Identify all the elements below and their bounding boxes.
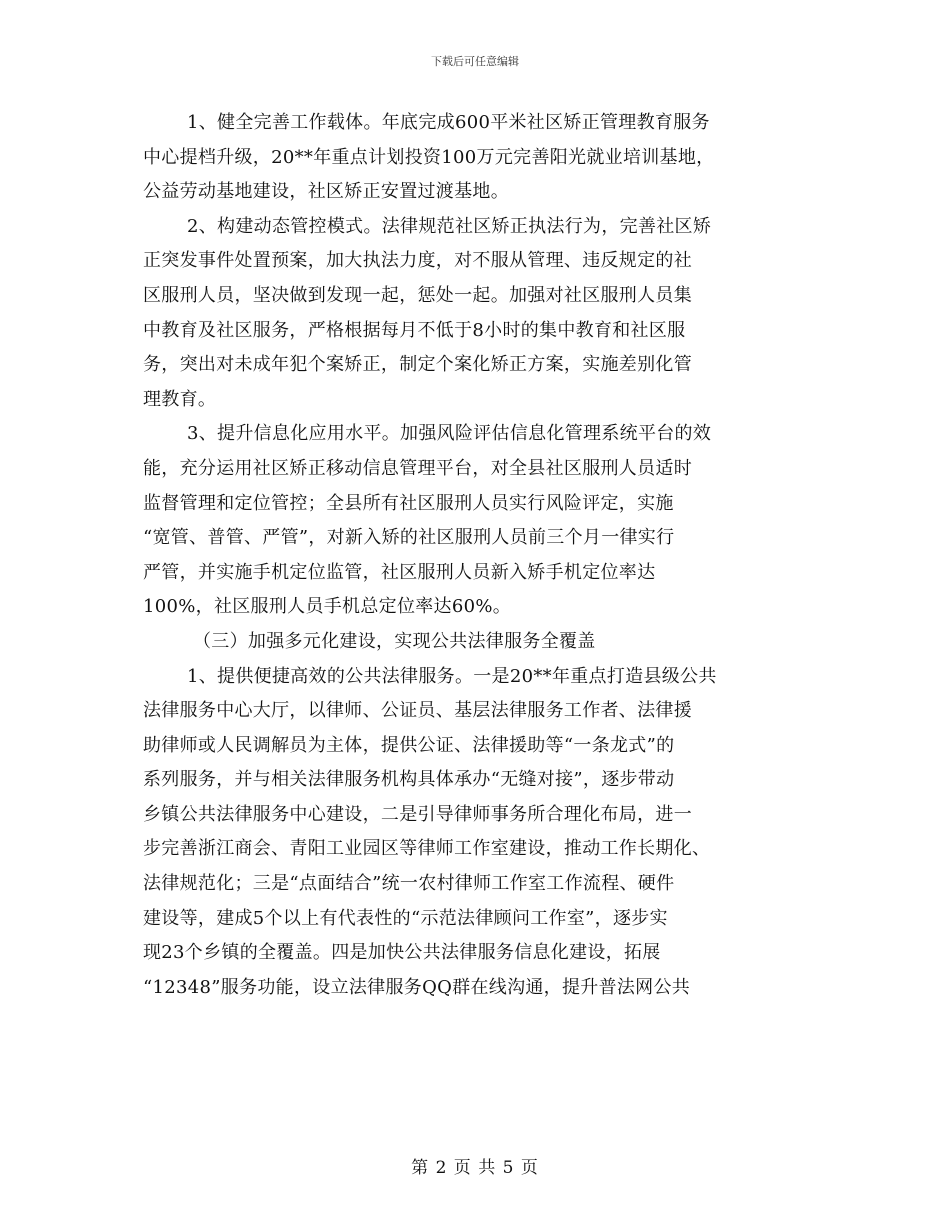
paragraph-line: 建设等，建成5个以上有代表性的“示范法律顾问工作室”，逐步实 [143, 907, 668, 929]
paragraph-line: 中心提档升级，20**年重点计划投资100万元完善阳光就业培训基地， [143, 146, 715, 168]
paragraph-line: 100%，社区服刑人员手机总定位率达60%。 [143, 596, 512, 618]
paragraph-line: 区服刑人员，坚决做到发现一起，惩处一起。加强对社区服刑人员集 [143, 284, 692, 306]
document-body [143, 106, 815, 1005]
paragraph-line: 严管，并实施手机定位监管，社区服刑人员新入矫手机定位率达 [143, 561, 656, 583]
paragraph-line: 乡镇公共法律服务中心建设，二是引导律师事务所合理化布局，进一 [143, 803, 692, 825]
paragraph-line: 2、构建动态管控模式。法律规范社区矫正执法行为，完善社区矫 [187, 215, 712, 237]
paragraph-line: “宽管、普管、严管”，对新入矫的社区服刑人员前三个月一律实行 [143, 527, 675, 549]
page-header: 下载后可任意编辑 [431, 55, 519, 68]
paragraph-line: 1、提供便捷高效的公共法律服务。一是20**年重点打造县级公共 [187, 665, 717, 687]
paragraph-line: 现23个乡镇的全覆盖。四是加快公共法律服务信息化建设，拓展 [143, 942, 661, 964]
paragraph-line: 系列服务，并与相关法律服务机构具体承办“无缝对接”，逐步带动 [143, 769, 675, 791]
paragraph-line: 务，突出对未成年犯个案矫正，制定个案化矫正方案，实施差别化管 [143, 354, 692, 376]
paragraph-line: 法律规范化；三是“点面结合”统一农村律师工作室工作流程、硬件 [143, 873, 675, 895]
paragraph-line: “12348”服务功能，设立法律服务QQ群在线沟通，提升普法网公共 [143, 976, 691, 998]
paragraph-line: 理教育。 [143, 388, 217, 410]
paragraph-line: 1、健全完善工作载体。年底完成600平米社区矫正管理教育服务 [187, 112, 710, 133]
paragraph-line: 公益劳动基地建设，社区矫正安置过渡基地。 [143, 181, 509, 203]
paragraph-line: 监督管理和定位管控；全县所有社区服刑人员实行风险评定，实施 [143, 492, 674, 514]
section-heading: （三）加强多元化建设，实现公共法律服务全覆盖 [193, 630, 596, 652]
paragraph-line: 能，充分运用社区矫正移动信息管理平台，对全县社区服刑人员适时 [143, 457, 692, 479]
paragraph-line: 法律服务中心大厅，以律师、公证员、基层法律服务工作者、法律援 [143, 700, 692, 722]
paragraph-line: 步完善浙江商会、青阳工业园区等律师工作室建设，推动工作长期化、 [143, 838, 711, 860]
page-number: 第 2 页 共 5 页 [411, 1158, 539, 1178]
paragraph-line: 3、提升信息化应用水平。加强风险评估信息化管理系统平台的效 [187, 423, 712, 445]
paragraph-line: 中教育及社区服务，严格根据每月不低于8小时的集中教育和社区服 [143, 319, 686, 341]
paragraph-line: 正突发事件处置预案，加大执法力度，对不服从管理、违反规定的社 [143, 250, 692, 272]
paragraph-line: 助律师或人民调解员为主体，提供公证、法律援助等“一条龙式”的 [143, 734, 675, 756]
